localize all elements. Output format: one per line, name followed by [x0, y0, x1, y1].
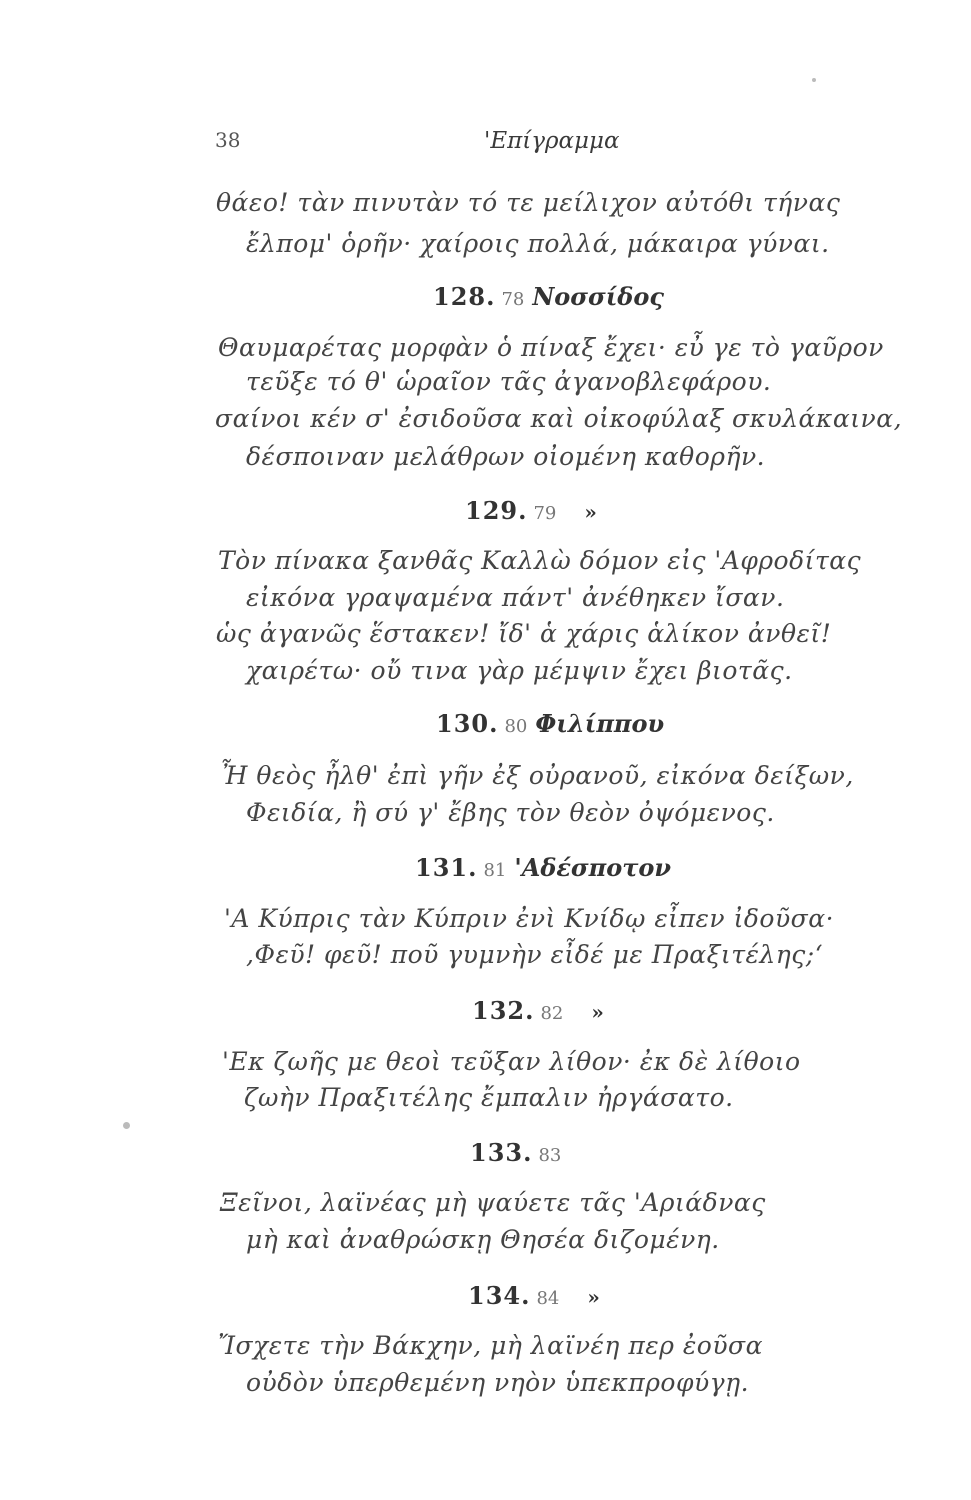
epigram-heading — [465, 496, 597, 525]
epigram-subnumber: 82 — [540, 1003, 564, 1024]
paper-speck — [123, 1122, 130, 1129]
epigram-number: 133. — [470, 1138, 533, 1167]
epigram-subnumber: 79 — [533, 503, 557, 524]
ditto-mark: » — [584, 500, 597, 524]
verse-line: Ξεῖνοι, λαϊνέας μὴ ψαύετε τᾶς 'Αριάδνας — [220, 1188, 766, 1217]
verse-line: ὡς ἀγανῶς ἕστακεν! ἴδ' ἁ χάρις ἁλίκον ἀνθεῖ! — [216, 619, 832, 648]
epigram-subnumber: 84 — [536, 1288, 560, 1309]
epigram-heading — [436, 709, 664, 738]
verse-line: τεῦξε τό θ' ὡραῖον τᾶς ἀγανοβλεφάρου. — [246, 367, 772, 396]
epigram-number: 128. — [433, 282, 496, 311]
epigram-subnumber: 81 — [483, 860, 507, 881]
running-header — [0, 128, 971, 162]
epigram-subnumber: 78 — [501, 289, 525, 310]
epigram-heading — [470, 1138, 561, 1167]
verse-line: ἔλπομ' ὁρῆν· χαίροις πολλά, μάκαιρα γύναι. — [246, 229, 830, 258]
epigram-number: 130. — [436, 709, 499, 738]
epigram-number: 131. — [415, 853, 478, 882]
verse-line: ζωὴν Πραξιτέλης ἔμπαλιν ἠργάσατο. — [244, 1083, 734, 1112]
epigram-heading — [415, 853, 671, 882]
epigram-heading — [468, 1281, 600, 1310]
epigram-author: 'Αδέσποτον — [514, 853, 672, 882]
epigram-subnumber: 80 — [504, 716, 528, 737]
epigram-number: 132. — [472, 996, 535, 1025]
epigram-subnumber: 83 — [538, 1145, 562, 1166]
verse-line: χαιρέτω· οὔ τινα γὰρ μέμψιν ἔχει βιοτᾶς. — [246, 656, 793, 685]
epigram-heading — [433, 282, 664, 311]
epigram-heading — [472, 996, 604, 1025]
verse-line: οὐδὸν ὑπερθεμένη νηὸν ὑπεκπροφύγῃ. — [246, 1368, 750, 1397]
running-title: 'Επίγραμμα — [484, 128, 620, 154]
verse-line: 'Εκ ζωῆς με θεοὶ τεῦξαν λίθον· ἐκ δὲ λίθοιο — [222, 1047, 801, 1076]
epigram-author: Νοσσίδος — [532, 282, 664, 311]
paper-speck — [812, 78, 816, 82]
verse-line: Φειδία, ἢ σύ γ' ἔβης τὸν θεὸν ὀψόμενος. — [246, 798, 775, 827]
epigram-number: 134. — [468, 1281, 531, 1310]
verse-line: Ἦ θεὸς ἦλθ' ἐπὶ γῆν ἐξ οὐρανοῦ, εἰκόνα δείξων, — [220, 761, 854, 790]
epigram-author: Φιλίππου — [535, 709, 665, 738]
verse-line: σαίνοι κέν σ' ἐσιδοῦσα καὶ οἰκοφύλαξ σκυλάκαινα, — [215, 404, 903, 433]
verse-line: Ἴσχετε τὴν Βάκχην, μὴ λαϊνέη περ ἐοῦσα — [218, 1331, 763, 1360]
verse-line: 'Α Κύπρις τὰν Κύπριν ἐνὶ Κνίδῳ εἶπεν ἰδοῦσα· — [224, 904, 835, 933]
ditto-mark: » — [591, 1000, 604, 1024]
verse-line: Θαυμαρέτας μορφὰν ὁ πίναξ ἔχει· εὖ γε τὸ γαῦρον — [218, 333, 884, 362]
verse-line: Τὸν πίνακα ξανθᾶς Καλλὼ δόμον εἰς 'Αφροδίτας — [218, 546, 862, 575]
page-number: 38 — [215, 128, 241, 152]
epigram-number: 129. — [465, 496, 528, 525]
verse-line: θάεο! τὰν πινυτὰν τό τε μείλιχον αὐτόθι τήνας — [216, 188, 841, 217]
ditto-mark: » — [587, 1285, 600, 1309]
verse-line: δέσποιναν μελάθρων οἰομένη καθορῆν. — [246, 442, 766, 471]
verse-line: ,Φεῦ! φεῦ! ποῦ γυμνὴν εἶδέ με Πραξιτέλης;‘ — [246, 940, 824, 969]
verse-line: εἰκόνα γραψαμένα πάντ' ἀνέθηκεν ἴσαν. — [246, 583, 785, 612]
verse-line: μὴ καὶ ἀναθρώσκῃ Θησέα διζομένη. — [246, 1225, 720, 1254]
